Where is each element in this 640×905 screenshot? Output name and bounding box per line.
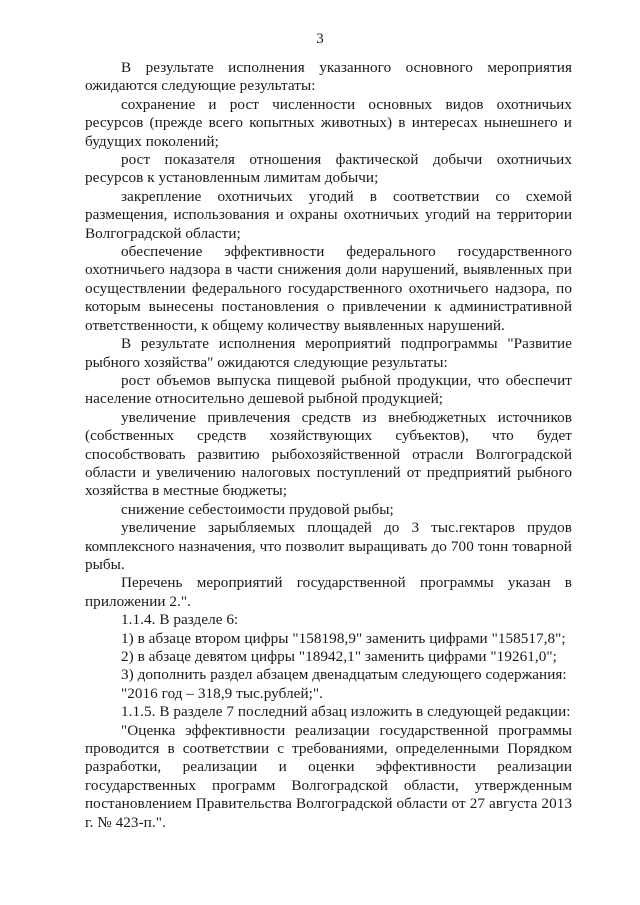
paragraph-section-6-year-2016: "2016 год – 318,9 тыс.рублей;".	[121, 684, 323, 702]
paragraph-section-6-item-3: 3) дополнить раздел абзацем двенадцатым следующего содержания:	[121, 666, 567, 684]
paragraph-fish-production-growth: рост объемов выпуска пищевой рыбной продукции, что обеспечит население относительно дешевой рыбной продукцией;	[85, 371, 572, 408]
paragraph-harvest-ratio: рост показателя отношения фактической добычи охотничьих ресурсов к установленным лимитам добычи;	[85, 151, 572, 187]
paragraph-section-6-item-2: 2) в абзаце девятом цифры "18942,1" заменить цифрами "19261,0";	[121, 648, 557, 665]
paragraph-expected-results-intro: В результате исполнения указанного основного мероприятия ожидаются следующие результаты:	[85, 59, 572, 95]
paragraph-fishery-subprogram-intro: В результате исполнения мероприятий подпрограммы "Развитие рыбного хозяйства" ожидаются следующие результаты:	[85, 335, 572, 371]
paragraph-hunting-resources-growth: сохранение и рост численности основных видов охотничьих ресурсов (прежде всего копытных животных) в интересах нынешнего и будущих поколений;	[85, 95, 572, 150]
paragraph-pond-fish-cost: снижение себестоимости прудовой рыбы;	[121, 500, 394, 518]
page-number: 3	[316, 31, 324, 47]
paragraph-hunting-grounds: закрепление охотничьих угодий в соответствии со схемой размещения, использования и охраны охотничьих угодий на территории Волгоградской области;	[85, 187, 572, 242]
paragraph-section-6-heading: 1.1.4. В разделе 6:	[121, 611, 239, 629]
paragraph-section-7-heading: 1.1.5. В разделе 7 последний абзац изложить в следующей редакции:	[121, 703, 571, 721]
paragraph-supervision-efficiency: обеспечение эффективности федерального государственного охотничьего надзора в части снижения доли нарушений, выявленных при осуществлении федерального государственного охотничьего надзора, по которым вынесены постановления о привлечении к административной ответственности, к общему количеству выявленных нарушений.	[85, 243, 572, 334]
paragraph-section-7-evaluation: "Оценка эффективности реализации государственной программы проводится в соответствии с требованиями, определенными Порядком разработки, реализации и оценки эффективности реализации государственных программ Волгоградской области, утвержденным постановлением Правительства Волгоградской области от 27 августа 2013 г. № 423-п.".	[85, 721, 572, 831]
paragraph-stocking-area: увеличение зарыбляемых площадей до 3 тыс.гектаров прудов комплексного назначения, что позволит выращивать до 700 тонн товарной рыбы.	[85, 519, 572, 573]
paragraph-section-6-item-1: 1) в абзаце втором цифры "158198,9" заменить цифрами "158517,8";	[121, 629, 566, 647]
document-body	[85, 59, 572, 832]
paragraph-program-activities-list: Перечень мероприятий государственной программы указан в приложении 2.".	[85, 574, 572, 610]
paragraph-extrabudgetary-funds: увеличение привлечения средств из внебюджетных источников (собственных средств хозяйствующих субъектов), что будет способствовать развитию рыбохозяйственной отрасли Волгоградской области и увеличению налоговых поступлений от предприятий рыбного хозяйства в местные бюджеты;	[85, 408, 572, 500]
